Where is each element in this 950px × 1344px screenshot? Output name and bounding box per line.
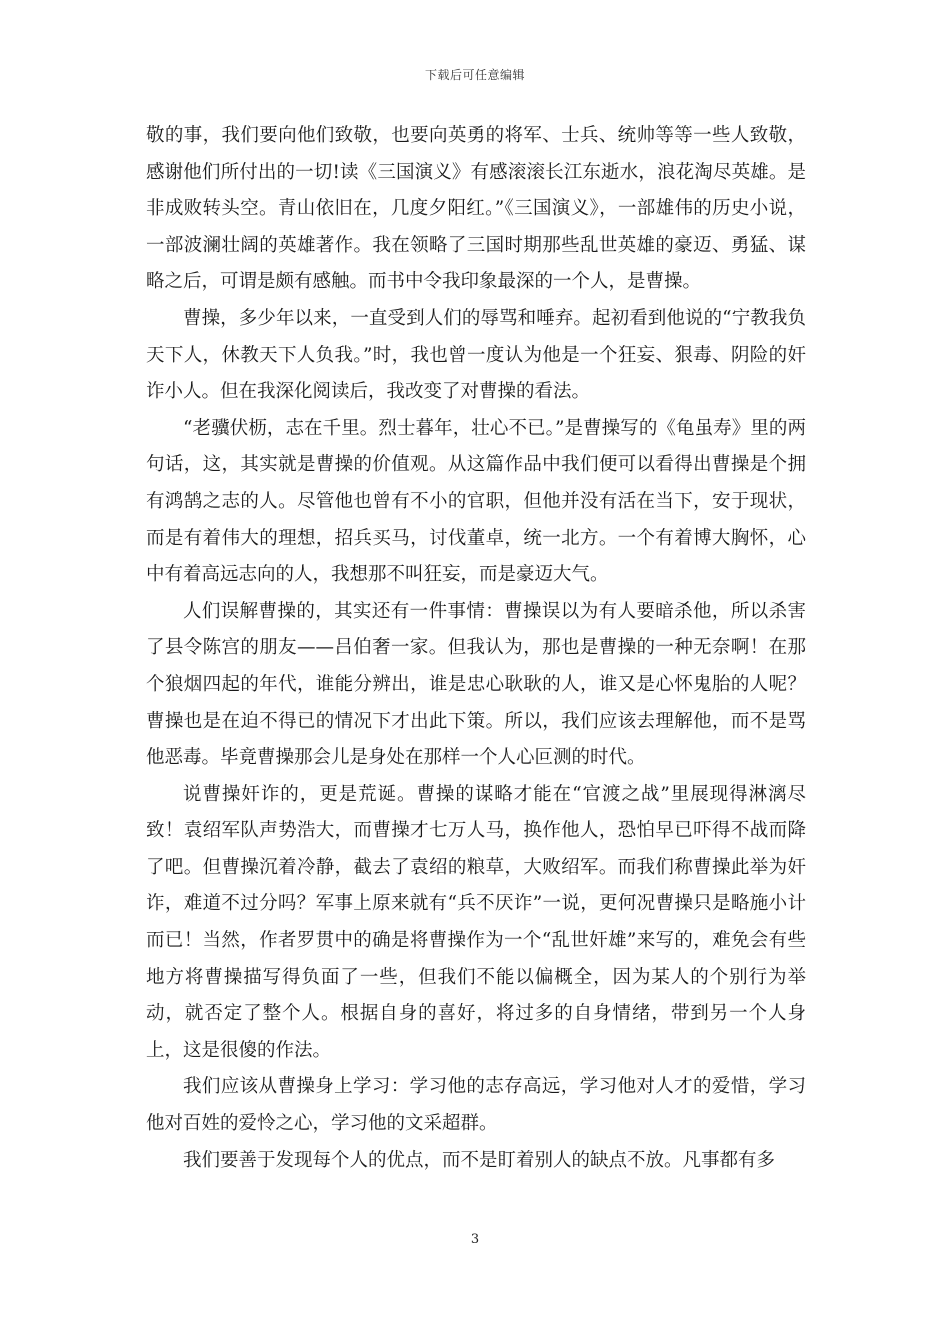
paragraph-4: 人们误解曹操的，其实还有一件事情：曹操误以为有人要暗杀他，所以杀害了县令陈宫的朋友——吕伯奢一家。但我认为，那也是曹操的一种无奈啊！在那个狼烟四起的年代，谁能分辨出，谁是忠心耿耿的人，谁又是心怀鬼胎的人呢？曹操也是在迫不得已的情况下才出此下策。所以，我们应该去理解他，而不是骂他恶毒。毕竟曹操那会儿是身处在那样一个人心叵测的时代。	[146, 600, 806, 769]
page-header: 下载后可任意编辑	[424, 68, 525, 82]
paragraph-7: 我们要善于发现每个人的优点，而不是盯着别人的缺点不放。凡事都有多	[183, 1149, 776, 1171]
page-number: 3	[470, 1232, 480, 1247]
document-body	[146, 118, 806, 1179]
paragraph-2: 曹操，多少年以来，一直受到人们的辱骂和唾弃。起初看到他说的“宁教我负天下人，休教天下人负我。”时，我也曾一度认为他是一个狂妄、狠毒、阴险的奸诈小人。但在我深化阅读后，我改变了对曹操的看法。	[146, 307, 806, 403]
paragraph-5: 说曹操奸诈的，更是荒诞。曹操的谋略才能在“官渡之战”里展现得淋漓尽致！袁绍军队声势浩大，而曹操才七万人马，换作他人，恐怕早已吓得不战而降了吧。但曹操沉着冷静，截去了袁绍的粮草，大败绍军。而我们称曹操此举为奸诈，难道不过分吗？军事上原来就有“兵不厌诈”一说，更何况曹操只是略施小计而已！当然，作者罗贯中的确是将曹操作为一个“乱世奸雄”来写的，难免会有些地方将曹操描写得负面了一些，但我们不能以偏概全，因为某人的个别行为举动，就否定了整个人。根据自身的喜好，将过多的自身情绪，带到另一个人身上，这是很傻的作法。	[146, 783, 806, 1061]
paragraph-3: “老骥伏枥，志在千里。烈士暮年，壮心不已。”是曹操写的《龟虽寿》里的两句话，这，其实就是曹操的价值观。从这篇作品中我们便可以看得出曹操是个拥有鸿鹄之志的人。尽管他也曾有不小的官职，但他并没有活在当下，安于现状，而是有着伟大的理想，招兵买马，讨伐董卓，统一北方。一个有着博大胸怀，心中有着高远志向的人，我想那不叫狂妄，而是豪迈大气。	[146, 417, 806, 586]
paragraph-1: 敬的事，我们要向他们致敬，也要向英勇的将军、士兵、统帅等等一些人致敬，感谢他们所付出的一切!读《三国演义》有感滚滚长江东逝水，浪花淘尽英雄。是非成败转头空。青山依旧在，几度夕阳红。”《三国演义》，一部雄伟的历史小说，一部波澜壮阔的英雄著作。我在领略了三国时期那些乱世英雄的豪迈、勇猛、谋略之后，可谓是颇有感触。而书中令我印象最深的一个人，是曹操。	[146, 125, 806, 293]
paragraph-6: 我们应该从曹操身上学习：学习他的志存高远，学习他对人才的爱惜，学习他对百姓的爱怜之心，学习他的文采超群。	[146, 1076, 806, 1135]
